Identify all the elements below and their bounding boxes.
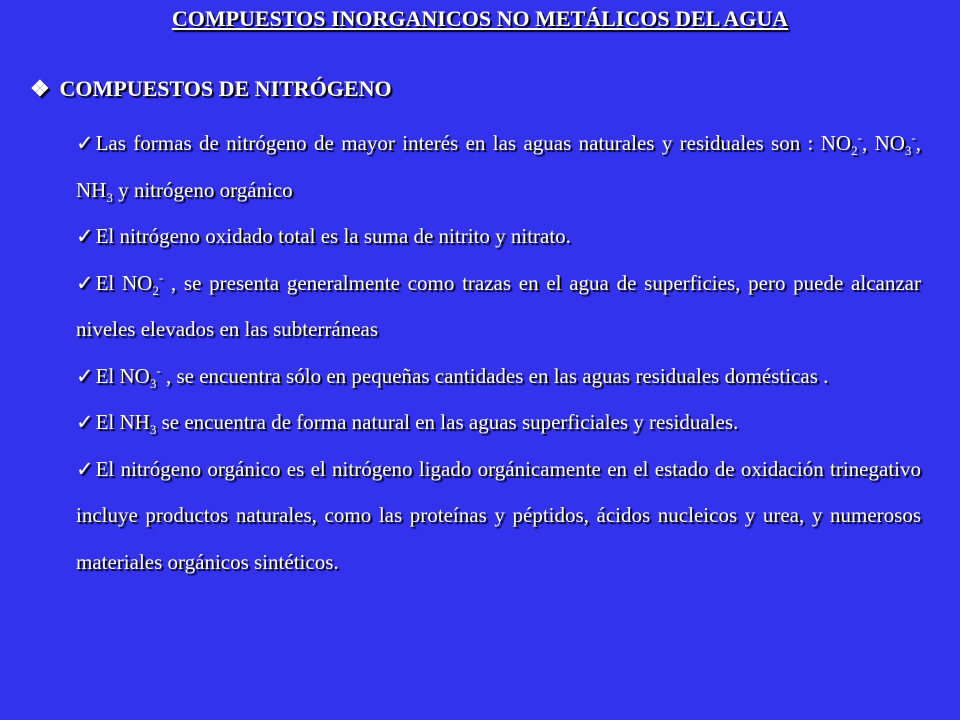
bullet-text: , se presenta generalmente como trazas en el agua de superficies, pero puede alcanzar niveles elevados en las subterráneas — [76, 270, 921, 341]
superscript: - — [156, 362, 161, 378]
superscript: - — [857, 130, 862, 145]
bullet-text: El NH — [95, 410, 150, 434]
subscript: 2 — [152, 282, 159, 298]
subscript: 2 — [851, 143, 858, 159]
subscript: 3 — [149, 422, 157, 438]
bullet-text: El nitrógeno orgánico es el nitrógeno ligado orgánicamente en el estado de oxidación trinegativo incluye productos naturales, como las proteínas y péptidos, ácidos nucleicos y urea, y numerosos materiales orgánicos sintéticos. — [76, 456, 921, 574]
bullet-organic-nitrogen — [76, 446, 921, 586]
bullet-ammonia — [76, 399, 921, 446]
bullet-text: Las formas de nitrógeno de mayor interés en las aguas naturales y residuales son : NO — [95, 131, 852, 155]
checkmark-icon: ✓ — [76, 131, 94, 155]
checkmark-icon: ✓ — [76, 270, 94, 295]
bullet-list — [76, 120, 921, 585]
checkmark-icon: ✓ — [76, 224, 94, 248]
bullet-nitrate — [76, 353, 921, 400]
subscript: 3 — [149, 375, 157, 391]
section-heading-text: COMPUESTOS DE NITRÓGENO — [59, 76, 392, 101]
checkmark-icon: ✓ — [76, 410, 94, 434]
bullet-text: El nitrógeno oxidado total es la suma de nitrito y nitrato. — [95, 224, 571, 248]
superscript: - — [158, 269, 164, 285]
diamond-bullet-icon: ❖ — [30, 76, 50, 101]
bullet-text: El NO — [95, 270, 153, 295]
bullet-text: y nitrógeno orgánico — [112, 177, 293, 202]
bullet-text: , NO — [861, 131, 905, 155]
bullet-text: se encuentra de forma natural en las aguas superficiales y residuales. — [156, 410, 739, 434]
bullet-text: , NH — [76, 131, 921, 202]
checkmark-icon: ✓ — [76, 363, 94, 388]
bullet-text: , se encuentra sólo en pequeñas cantidades en las aguas residuales domésticas . — [160, 363, 829, 388]
subscript: 3 — [904, 143, 912, 159]
slide-title: COMPUESTOS INORGANICOS NO METÁLICOS DEL AGUA — [171, 6, 789, 31]
bullet-nitrite — [76, 260, 921, 353]
bullet-nitrogen-forms — [76, 120, 921, 213]
subscript: 3 — [106, 189, 113, 205]
bullet-total-oxidized — [76, 213, 921, 260]
bullet-text: El NO — [95, 363, 150, 388]
checkmark-icon: ✓ — [76, 456, 94, 481]
superscript: - — [911, 130, 916, 145]
section-heading — [30, 76, 392, 102]
